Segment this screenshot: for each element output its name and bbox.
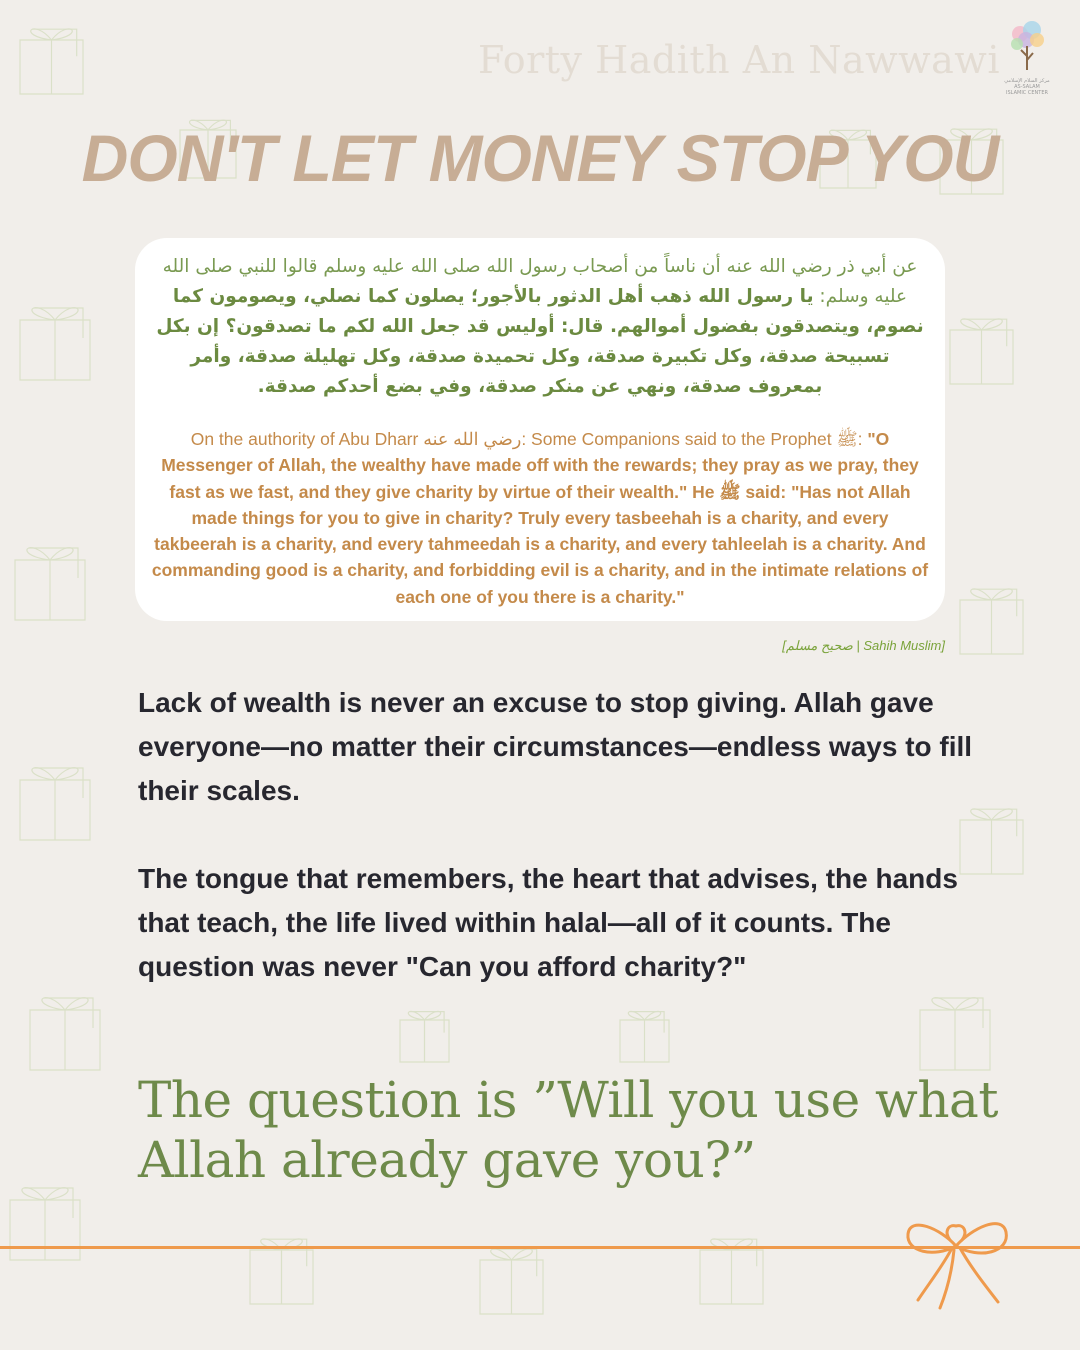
- hadith-card: [135, 238, 945, 621]
- body-paragraph-2: The tongue that remembers, the heart that advises, the hands that teach, the life lived within halal—all of it counts. The question was never "Can you afford charity?": [138, 863, 958, 982]
- ribbon-bow-icon: [900, 1180, 1012, 1310]
- gift-box-outline: [30, 998, 100, 1070]
- tree-logo-icon: [1004, 18, 1050, 78]
- gift-box-outline: [960, 589, 1023, 654]
- hadith-english: [149, 426, 931, 610]
- gift-box-outline: [20, 768, 90, 840]
- gift-box-outline: [20, 29, 83, 94]
- hadith-english-quote: "O Messenger of Allah, the wealthy have made off with the rewards; they pray as we pray, they fast as we fast, and they give charity by virtue of their wealth." He ﷺ said: "Has not Allah made things for you to give in charity? Truly every tasbeehah is a charity, and every takbeerah is a charity, and every tahmeedah is a charity, and every tahleelah is a charity. And commanding good is a charity, and forbidding evil is a charity, and in the intimate relations of each one of you there is a charity.": [151, 429, 929, 607]
- hadith-english-intro: On the authority of Abu Dharr رضي الله عنه: Some Companions said to the Prophet ﷺ:: [190, 429, 868, 449]
- gift-box-outline: [15, 548, 85, 620]
- hadith-arabic: [153, 252, 927, 402]
- page-title: DON'T LET MONEY STOP YOU: [81, 121, 999, 195]
- hadith-citation: [صحيح مسلم | Sahih Muslim]: [782, 638, 945, 653]
- hadith-arabic-intro: عن أبي ذر رضي الله عنه أن ناساً من أصحاب رسول الله صلى الله عليه وسلم قالوا للنبي صلى الله عليه وسلم:: [162, 256, 918, 307]
- closing-question: The question is ”Will you use what Allah already gave you?”: [138, 1071, 998, 1189]
- gift-box-outline: [10, 1188, 80, 1260]
- body-paragraph-1: Lack of wealth is never an excuse to stop giving. Allah gave everyone—no matter their circumstances—endless ways to fill their scales.: [138, 687, 973, 806]
- hadith-arabic-quote: يا رسول الله ذهب أهل الدثور بالأجور؛ يصلون كما نصلي، ويصومون كما نصوم، ويتصدقون بفضول أموالهم. قال: أوليس قد جعل الله لكم ما تصدقون؟ إن بكل تسبيحة صدقة، وكل تكبيرة صدقة، وكل تحميدة صدقة، وكل تهليلة صدقة، وأمر بمعروف صدقة، ونهي عن منكر صدقة، وفي بضع أحدكم صدقة.: [156, 286, 924, 397]
- gift-box-outline: [20, 308, 90, 380]
- logo-arabic-text: مركز السلام الإسلامي: [1004, 78, 1050, 84]
- gift-box-outline: [620, 1011, 669, 1062]
- gift-box-outline: [400, 1011, 449, 1062]
- gift-box-outline: [480, 1249, 543, 1314]
- center-logo: [1004, 18, 1050, 100]
- gift-box-outline: [920, 998, 990, 1070]
- series-title: Forty Hadith An Nawwawi: [477, 38, 1000, 82]
- logo-english-text: AS-SALAM ISLAMIC CENTER: [1006, 84, 1048, 96]
- gift-box-outline: [950, 319, 1013, 384]
